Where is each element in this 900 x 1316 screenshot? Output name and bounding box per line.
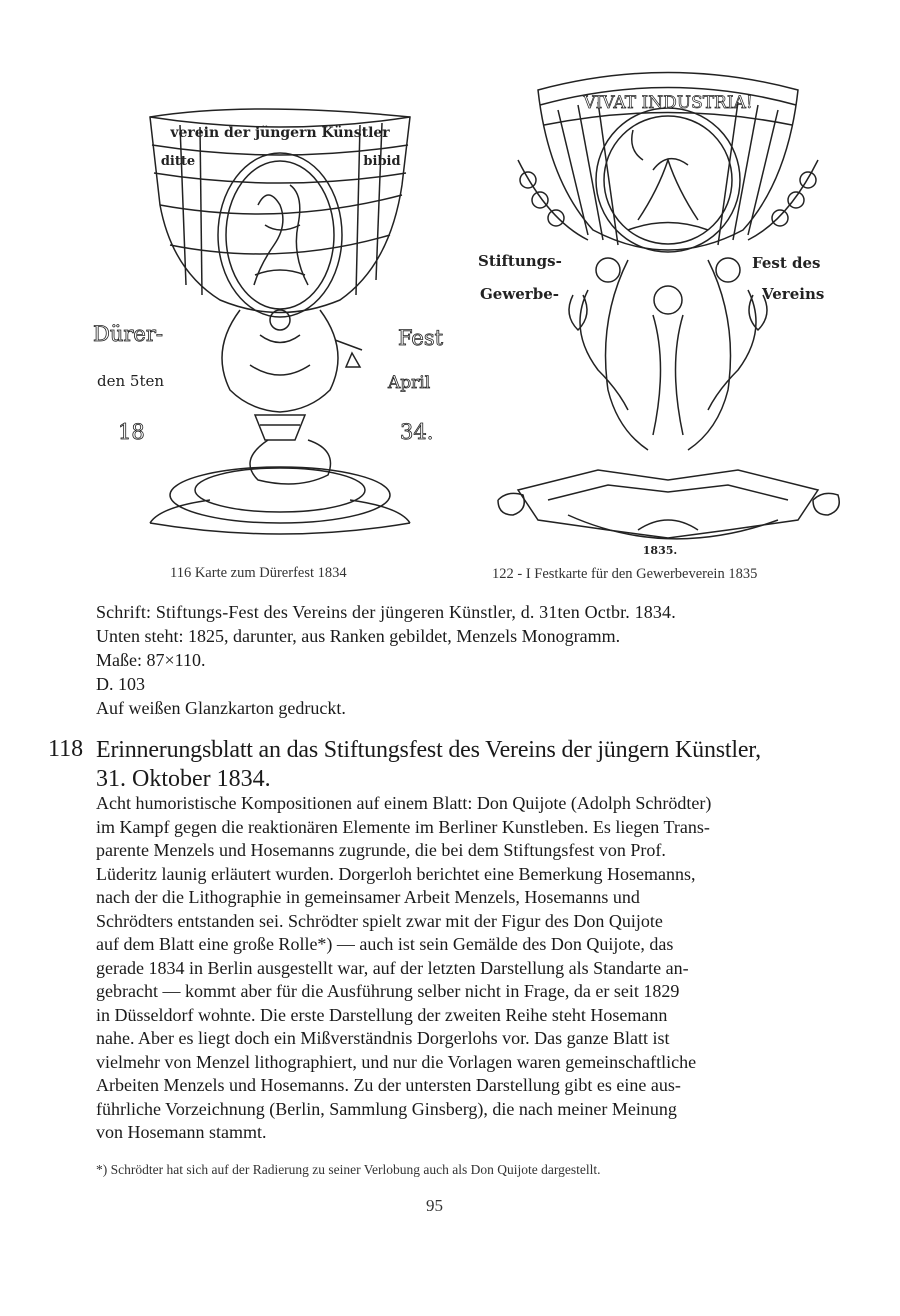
page-number: 95 — [426, 1196, 443, 1215]
entry-title-line: 31. Oktober 1834. — [96, 766, 271, 792]
goblet-illustration-right — [478, 60, 858, 560]
body-line: nach der die Lithographie in gemeinsamer Arbeit Menzels, Hosemanns und — [96, 887, 640, 907]
label-stiftungs: Stiftungs- — [478, 252, 562, 270]
entry-title-line: Erinnerungsblatt an das Stiftungsfest des Vereins der jüngern Künstler, — [96, 737, 761, 763]
banner-text-right: VIVAT INDUSTRIA! — [583, 93, 753, 113]
year-1835: 1835. — [642, 544, 678, 557]
label-year-34: 34. — [400, 420, 434, 444]
banner-left-side: ditte — [160, 154, 196, 169]
entry-number: 118 — [48, 736, 84, 762]
body-line: von Hosemann stammt. — [96, 1122, 267, 1142]
label-den-5ten: den 5ten — [97, 372, 165, 390]
text-line: D. 103 — [96, 674, 145, 694]
body-line: führliche Vorzeichnung (Berlin, Sammlung Ginsberg), die nach meiner Meinung — [96, 1098, 677, 1119]
footnote: *) Schrödter hat sich auf der Radierung zu seiner Verlobung auch als Don Quijote dargestellt. — [96, 1162, 601, 1177]
banner-right-side: bibid — [363, 154, 401, 169]
label-duerer: Dürer- — [93, 322, 163, 346]
text-line: Auf weißen Glanzkarton gedruckt. — [96, 698, 346, 718]
body-line: Acht humoristische Kompositionen auf einem Blatt: Don Quijote (Adolph Schrödter) — [96, 793, 712, 813]
caption-figure-116: 116 Karte zum Dürerfest 1834 — [170, 565, 347, 581]
text-line: Unten steht: 1825, darunter, aus Ranken gebildet, Menzels Monogramm. — [96, 626, 621, 646]
text-line: Maße: 87×110. — [96, 650, 206, 670]
entry-118-title — [96, 736, 761, 794]
label-vereins: Vereins — [762, 285, 825, 303]
entry-117-tail — [96, 600, 676, 720]
body-line: auf dem Blatt eine große Rolle*) — auch ist sein Gemälde des Don Quijote, das — [96, 934, 674, 954]
body-line: Schrödters entstanden sei. Schrödter spielt zwar mit der Figur des Don Quijote — [96, 910, 663, 931]
label-fest: Fest — [398, 326, 444, 350]
body-line: im Kampf gegen die reaktionären Elemente im Berliner Kunstleben. Es liegen Trans- — [96, 816, 710, 837]
label-fest-des: Fest des — [752, 254, 821, 272]
label-april: April — [388, 373, 431, 393]
caption-figure-122: 122 - I Festkarte für den Gewerbeverein 1835 — [492, 566, 758, 582]
body-line: vielmehr von Menzel lithographiert, und nur die Vorlagen waren gemeinschaftliche — [96, 1051, 697, 1072]
figure-right — [478, 60, 858, 560]
body-line: gerade 1834 in Berlin ausgestellt war, auf der letzten Darstellung als Standarte an- — [96, 957, 689, 978]
body-line: Lüderitz launig erläutert wurden. Dorgerloh berichtet eine Bemerkung Hosemanns, — [96, 863, 696, 884]
body-line: parente Menzels und Hosemanns zugrunde, die bei dem Stiftungsfest von Prof. — [96, 840, 666, 860]
label-year-18: 18 — [118, 420, 145, 444]
text-line: Schrift: Stiftungs-Fest des Vereins der jüngeren Künstler, d. 31ten Octbr. 1834. — [96, 602, 676, 622]
body-line: in Düsseldorf wohnte. Die erste Darstellung der zweiten Reihe steht Hosemann — [96, 1004, 668, 1025]
label-gewerbe: Gewerbe- — [480, 285, 559, 303]
body-line: nahe. Aber es liegt doch ein Mißverständnis Dorgerlohs vor. Das ganze Blatt ist — [96, 1028, 670, 1048]
body-line: gebracht — kommt aber für die Ausführung selber nicht in Frage, da er seit 1829 — [96, 981, 680, 1001]
banner-text-left: verein der jüngern Künstler — [170, 125, 390, 141]
entry-118-body — [96, 792, 711, 1145]
body-line: Arbeiten Menzels und Hosemanns. Zu der untersten Darstellung gibt es eine aus- — [96, 1075, 681, 1095]
